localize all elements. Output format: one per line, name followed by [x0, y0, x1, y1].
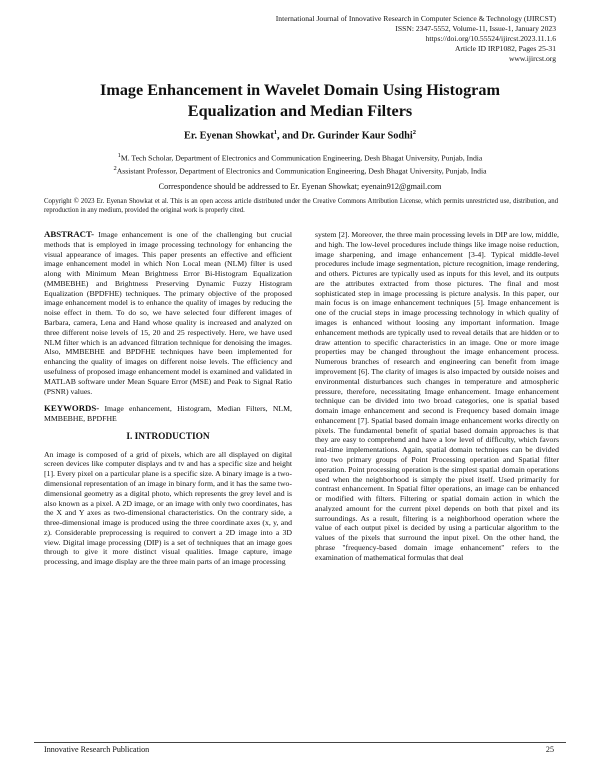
copyright-notice: Copyright © 2023 Er. Eyenan Showkat et al. This is an open access article distributed under the Creative Commons Attribution License, which permits unrestricted use, distribution, and reproduction in any medium, provided the original work is properly cited. [44, 198, 558, 214]
affiliation-marker: 2 [113, 164, 117, 172]
author-line [60, 129, 540, 141]
affiliation-line [40, 164, 560, 177]
abstract-label: ABSTRACT- [44, 229, 95, 239]
keywords-text: Image enhancement, Histogram, Median Filters, NLM, MMBEBHE, BPDFHE [44, 404, 292, 424]
article-id: Article ID IRP1082, Pages 25-31 [454, 43, 556, 53]
right-column [315, 230, 559, 563]
doi-link[interactable]: https://doi.org/10.55524/ijircst.2023.11.1.6 [425, 33, 556, 43]
affiliations [40, 151, 560, 177]
section-heading: I. INTRODUCTION [126, 431, 210, 442]
author-joiner: , and [277, 130, 302, 142]
author-name: Er. Eyenan Showkat [184, 130, 274, 142]
footer-divider [34, 742, 566, 743]
paper-title [60, 80, 540, 121]
issn-line: ISSN: 2347-5552, Volume-11, Issue-1, January 2023 [395, 23, 556, 33]
title-line: Image Enhancement in Wavelet Domain Using Histogram [100, 81, 500, 99]
page-number: 25 [545, 745, 554, 754]
correspondence-note: Correspondence should be addressed to Er. Eyenan Showkat; eyenain912@gmail.com [158, 182, 442, 191]
body-paragraph: An image is composed of a grid of pixels, which are all displayed on digital screen devices like computer displays and tv and has a specific size and height [1]. Every pixel on a particular plane is a specific size. A binary image is a two-dimensional representation of an image in binary form, and it has the same two-dimensional geometry as a digital photo, which represents the grey level and is also known as a pixel. A 2D image, or an image with only two coordinates, has the X and Y axes as two-dimensional characteristics. On the contrary side, a three-dimensional image is produced using the three coordinate axes (x, y, and z). Considerable preprocessing is required to convert a 2D image into a 3D view. Digital image processing (DIP) is a set of techniques that an image goes through to give it more distinct visual qualities. Image capture, image processing, and image display are the three main parts of an image processing [44, 449, 292, 567]
abstract-text: Image enhancement is one of the challenging but crucial methods that is employed in image processing technology for enhancing the visual appearance of images. This paper presents an effective and efficient image enhancement model in which Non Local mean (NLM) filter is used along with Minimum Mean Brightness Error Bi-Histogram Equalization (MMBEBHE) and Brightness Preserving Dynamic Fuzzy Histogram Equalization (BPDFHE) techniques. The primary objective of the proposed image enhancement model is to enhance the quality of images by reducing the noise effect in them. To do so, we have selected four different images of Barbara, camera, Lena and Hand whose quality is increased and analyzed on three different noise levels of 15, 20 and 25 respectively. Here, we have used NLM filter which is an advanced filtration technique for denoising the images. Also, MMBEBHE and BPDFHE techniques have been implemented for enhancing the quality of images on different noise levels. The efficiency and usefulness of proposed image enhancement model is examined and validated in MATLAB software under Mean Square Error (MSE) and Peak to Signal Ratio (PSNR) values. [44, 230, 292, 396]
journal-name: International Journal of Innovative Research in Computer Science & Technology (IJIRCST) [275, 14, 556, 23]
affiliation-text: Assistant Professor, Department of Electronics and Communication Engineering, Desh Bhagat University, Punjab, India [116, 166, 487, 176]
title-line: Equalization and Median Filters [187, 101, 413, 120]
affiliation-text: M. Tech Scholar, Department of Electronics and Communication Engineering, Desh Bhagat University, Punjab, India [120, 153, 483, 163]
author-name: Dr. Gurinder Kaur Sodhi [301, 130, 413, 142]
keywords [44, 404, 292, 424]
abstract [44, 230, 292, 396]
body-paragraph: system [2]. Moreover, the three main processing levels in DIP are low, middle, and high. The low-level procedures include things like image noise reduction, image sharpening, and image enhancement [3-4]. Typical middle-level procedures include image segmentation, picture recognition, image rendering, and others. Pictures are typically used as inputs for this level, and its outputs are the attributes extracted from those pictures. The final and most sophisticated step in image processing is picture analysis. In this paper, our main focus is on image enhancement techniques [5]. Image enhancement is one of the crucial steps in image processing technology in which quality of images is enhanced without loosing any important information. Image enhancement methods are typically used to reveal details that are hidden or to draw attention to specific characteristics in an image. One or more image properties may be changed throughout the image enhancement process. Numerous branches of research and engineering can benefit from image improvement [6]. The clarity of images is also impacted by outside noises and environmental disturbances such changes in temperature and atmospheric pressure, therefore, necessitating Image enhancement. Image enhancement technique can be divided into two broad categories, one is spatial based domain image enhancement and second is Frequency based domain image enhancement [7]. Spatial based domain image enhancement works directly on pixels. The fundamental benefit of spatial based domain approaches is that they are easy to comprehend and have a low level of difficulty, which favors real-time implementations. Again, spatial domain techniques can be divided into two primary groups of Point Processing operation and Spatial filter operation. Point processing operation is the simplest spatial domain operations used when the neighborhood is simply the pixel itself. Used primarily for contrast enhancement. In Spatial filter operations, an image can be enhanced or modified with filters. Filtering or spatial domain action in which the analyzed amount for the current pixel depends on both that pixel and its surroundings. As a result, filtering is a neighborhood operation where the value of each output pixel is decided by using a particular algorithm to the values of the pixels that surround the input pixel. On the other hand, the phrase "frequency-based domain image enhancement" refers to the examination of mathematical formulas that deal [315, 230, 559, 562]
journal-website[interactable]: www.ijircst.org [508, 53, 556, 63]
author-affiliation-marker: 1 [273, 129, 278, 136]
left-column [44, 230, 292, 567]
affiliation-line [40, 151, 560, 164]
keywords-label: KEYWORDS- [44, 403, 100, 414]
journal-header [136, 14, 556, 64]
author-affiliation-marker: 2 [412, 129, 416, 136]
footer-publisher: Innovative Research Publication [44, 745, 150, 754]
affiliation-marker: 1 [117, 152, 121, 159]
